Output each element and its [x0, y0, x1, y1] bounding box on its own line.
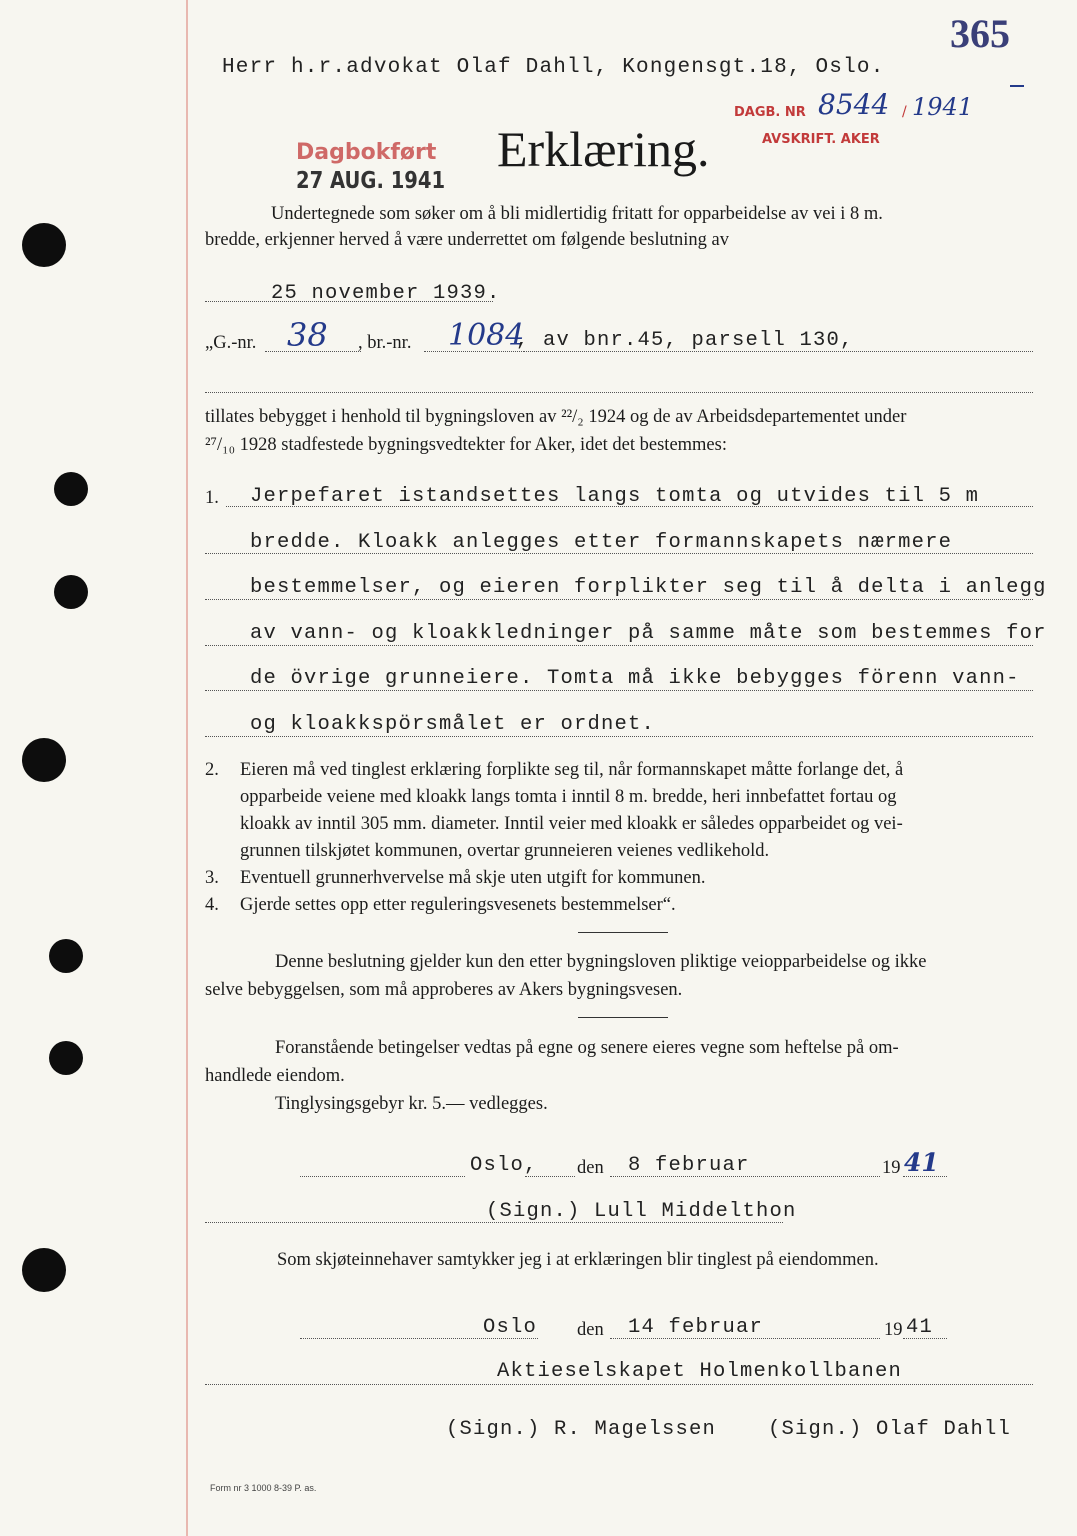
brnr-label: , br.-nr.	[358, 333, 412, 353]
intro-line-2: bredde, erkjenner herved å være underrettet om følgende beslutning av	[205, 230, 729, 250]
decision-date: 25 november 1939.	[271, 282, 501, 305]
company-name: Aktieselskapet Holmenkollbanen	[497, 1360, 903, 1383]
condition-1-number: 1.	[205, 488, 219, 508]
signing-1-year-suffix: 41	[904, 1148, 939, 1177]
avskrift-stamp: AVSKRIFT. AKER	[762, 132, 880, 147]
year-dots	[903, 1176, 947, 1177]
fee-text: Tinglysingsgebyr kr. 5.— vedlegges.	[275, 1094, 548, 1114]
gnr-label: „G.-nr.	[205, 333, 257, 353]
binder-hole	[54, 575, 88, 609]
condition-1-line-1: Jerpefaret istandsettes langs tomta og utvides til 5 m	[250, 485, 980, 508]
dagbokfort-stamp: Dagbokført	[296, 140, 437, 165]
signing-1-place: Oslo,	[470, 1154, 538, 1177]
place-dots	[300, 1176, 465, 1177]
gnr-value: 38	[287, 316, 328, 354]
document-title: Erklæring.	[497, 121, 710, 177]
signing-2-date: 14 februar	[628, 1316, 764, 1339]
binder-hole	[49, 1041, 83, 1075]
condition-1-dots	[205, 645, 1033, 646]
signing-2-year-prefix: 19	[884, 1320, 903, 1340]
dagb-prefix: DAGB. NR	[734, 105, 806, 120]
brnr-value: 1084	[448, 318, 525, 353]
condition-1-line-6: og kloakkspörsmålet er ordnet.	[250, 713, 656, 736]
signing-1-signature: (Sign.) Lull Middelthon	[486, 1200, 797, 1223]
property-rest: , av bnr.45, parsell 130,	[516, 329, 854, 352]
page-number-mark	[1010, 85, 1024, 87]
condition-1-dots	[205, 690, 1033, 691]
signature-left: (Sign.) R. Magelssen	[446, 1418, 717, 1441]
margin-line	[186, 0, 188, 1536]
consent-text: Som skjøteinnehaver samtykker jeg i at erklæringen blir tinglest på eiendommen.	[277, 1250, 879, 1270]
separator	[578, 932, 668, 933]
year-dots	[903, 1338, 947, 1339]
condition-2-number: 2.	[205, 760, 219, 780]
permit-line-2: ²⁷/₁₀ 1928 stadfestede bygningsvedtekter for Aker, idet det bestemmes:	[205, 435, 727, 455]
form-footer: Form nr 3 1000 8-39 P. as.	[210, 1483, 317, 1493]
place-dots	[525, 1176, 575, 1177]
condition-2-line-2: opparbeide veiene med kloakk langs tomta i inntil 8 m. bredde, heri innbefattet fortau og	[240, 787, 897, 807]
addressee: Herr h.r.advokat Olaf Dahll, Kongensgt.18, Oslo.	[222, 56, 885, 79]
condition-1-line-2: bredde. Kloakk anlegges etter formannskapets nærmere	[250, 531, 953, 554]
property-dots-2	[205, 392, 1033, 393]
dagb-slash: /	[902, 104, 907, 120]
note-line-2: selve bebyggelsen, som må approberes av Akers bygningsvesen.	[205, 980, 683, 1000]
binder-hole	[22, 738, 66, 782]
separator	[578, 1017, 668, 1018]
signing-2-place: Oslo	[483, 1316, 538, 1339]
binder-hole	[49, 939, 83, 973]
dagb-year: 1941	[912, 93, 974, 121]
page-number: 365	[950, 11, 1010, 56]
dagb-number: 8544	[818, 88, 890, 121]
signing-1-year-prefix: 19	[882, 1158, 901, 1178]
company-dots	[205, 1384, 1033, 1385]
conditions-line-2: handlede eiendom.	[205, 1066, 345, 1086]
condition-1-dots	[205, 599, 1033, 600]
condition-3-number: 3.	[205, 868, 219, 888]
signing-2-year-suffix: 41	[906, 1316, 934, 1339]
signing-2-den: den	[577, 1320, 604, 1340]
condition-4-number: 4.	[205, 895, 219, 915]
condition-1-line-4: av vann- og kloakkledninger på samme måte som bestemmes for	[250, 622, 1047, 645]
condition-3-text: Eventuell grunnerhvervelse må skje uten utgift for kommunen.	[240, 868, 706, 888]
intro-line-1: Undertegnede som søker om å bli midlertidig fritatt for opparbeidelse av vei i 8 m.	[271, 204, 883, 224]
signing-1-date: 8 februar	[628, 1154, 750, 1177]
condition-1-line-3: bestemmelser, og eieren forplikter seg til å delta i anlegg	[250, 576, 1047, 599]
condition-2-line-4: grunnen tilskjøtet kommunen, overtar grunneieren veienes vedlikehold.	[240, 841, 770, 861]
note-line-1: Denne beslutning gjelder kun den etter bygningsloven pliktige veiopparbeidelse og ikke	[275, 952, 927, 972]
condition-4-text: Gjerde settes opp etter reguleringsvesenets bestemmelser“.	[240, 895, 676, 915]
conditions-line-1: Foranstående betingelser vedtas på egne og senere eieres vegne som heftelse på om-	[275, 1038, 899, 1058]
binder-hole	[54, 472, 88, 506]
condition-1-dots	[205, 736, 1033, 737]
condition-2-line-1: Eieren må ved tinglest erklæring forplikte seg til, når formannskapet måtte forlange det, å	[240, 760, 904, 780]
condition-1-line-5: de övrige grunneiere. Tomta må ikke bebygges förenn vann-	[250, 667, 1020, 690]
binder-hole	[22, 1248, 66, 1292]
dagbokfort-date: 27 AUG. 1941	[296, 168, 446, 194]
condition-2-line-3: kloakk av inntil 305 mm. diameter. Inntil veier med kloakk er således opparbeidet og vei-	[240, 814, 903, 834]
permit-line-1: tillates bebygget i henhold til bygningsloven av ²²/₂ 1924 og de av Arbeidsdepartementet under	[205, 407, 907, 427]
binder-hole	[22, 223, 66, 267]
signature-right: (Sign.) Olaf Dahll	[768, 1418, 1012, 1441]
signing-1-den: den	[577, 1158, 604, 1178]
